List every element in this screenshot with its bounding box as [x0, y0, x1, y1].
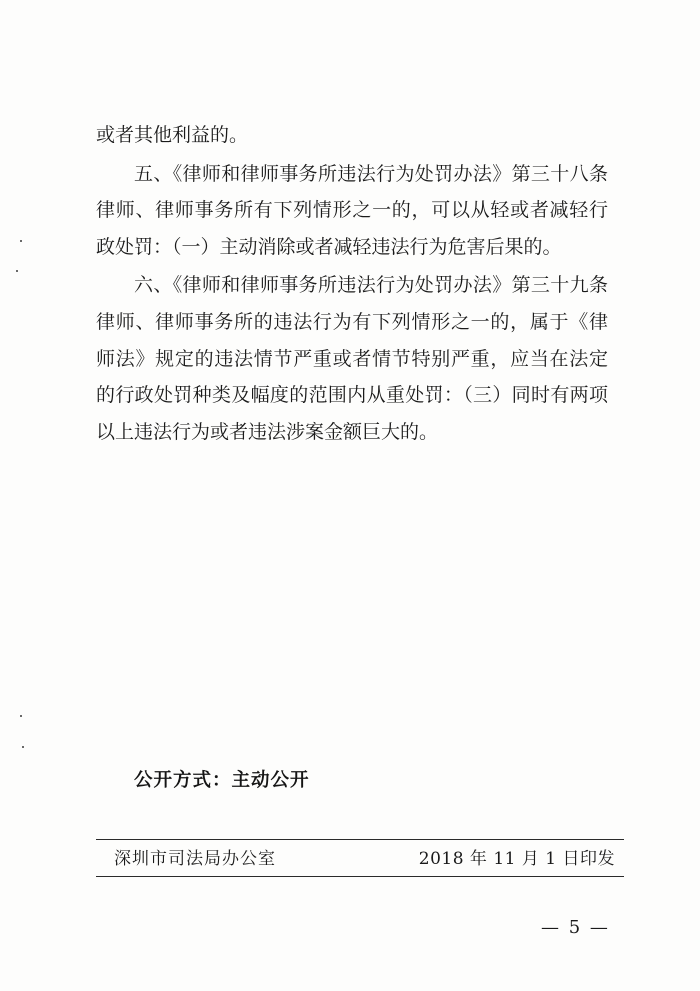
paragraph-continuation: 或者其他利益的。	[96, 124, 249, 146]
paragraph-article-39: 六、《律师和律师事务所违法行为处罚办法》第三十九条 律师、律师事务所的违法行为有下列情形之一的，属于《律师法》规定的违法情节严重或者情节特别严重，应当在法定的行政处罚种类及幅度的范围内从重处罚：（三）同时有两项以上违法行为或者违法涉案金额巨大的。	[96, 274, 608, 443]
scan-speck	[16, 270, 18, 272]
scan-speck	[22, 746, 24, 748]
issue-date: 2018 年 11 月 1 日印发	[418, 849, 615, 869]
body-text	[96, 117, 608, 450]
scan-speck	[20, 240, 22, 242]
issuer: 深圳市司法局办公室	[114, 849, 276, 869]
page-number: — 5 —	[541, 917, 610, 938]
paragraph-article-38: 五、《律师和律师事务所违法行为处罚办法》第三十八条 律师、律师事务所有下列情形之一的，可以从轻或者减轻行政处罚：（一）主动消除或者减轻违法行为危害后果的。	[96, 162, 608, 258]
footer-rule-bottom	[96, 876, 624, 877]
scan-speck	[20, 715, 22, 717]
footer-rule-top	[96, 839, 624, 840]
public-disclosure-mode: 公开方式：主动公开	[134, 770, 310, 791]
